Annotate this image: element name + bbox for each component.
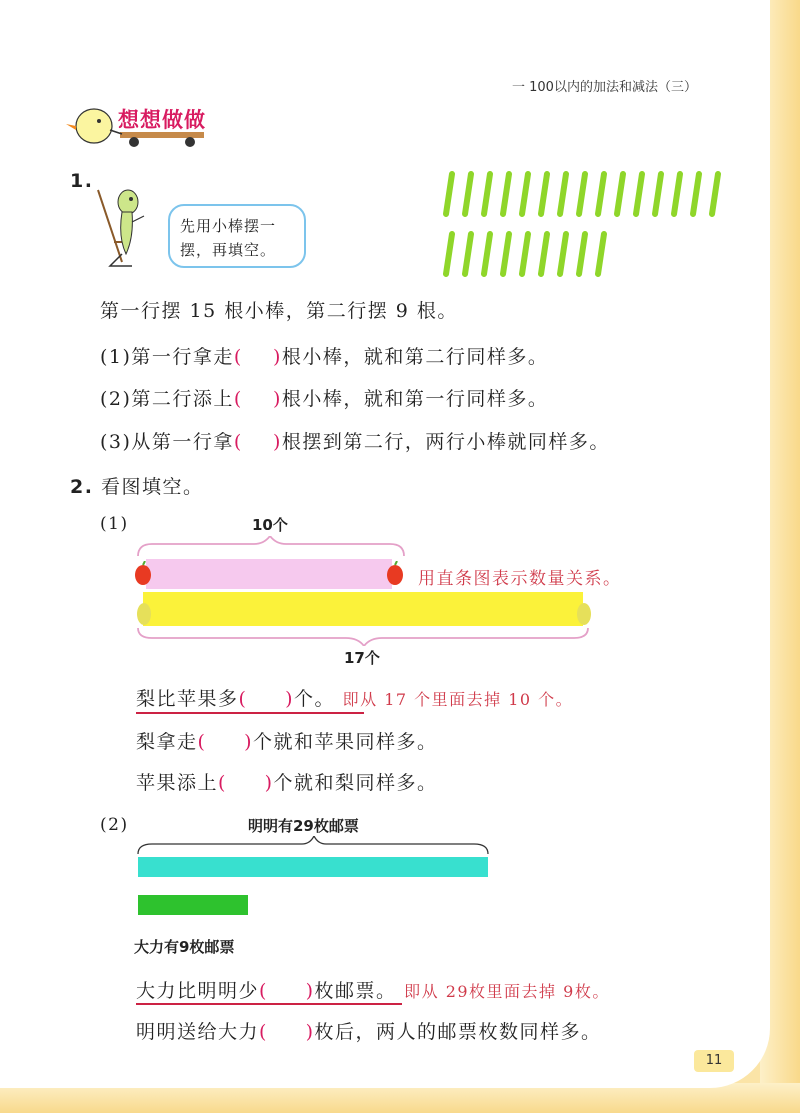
part-2-label: (2) bbox=[100, 815, 129, 835]
mingming-label: 明明有29枚邮票 bbox=[248, 817, 359, 835]
stick-row1-12 bbox=[655, 174, 661, 214]
stick-row2-3 bbox=[484, 234, 490, 274]
bubble-line-1: 先用小棒摆一 bbox=[180, 217, 277, 235]
chapter-header: 一 100以内的加法和减法（三） bbox=[512, 80, 697, 95]
apple-icon-right bbox=[386, 561, 404, 587]
part-1-line-1-prefix: 梨比苹果多 bbox=[136, 688, 239, 710]
part-2-line-1-suffix: 枚邮票。 bbox=[314, 980, 397, 1002]
item-2-blank[interactable]: ( ) bbox=[233, 388, 282, 410]
hint-speech-bubble bbox=[168, 204, 306, 268]
pear-icon-right bbox=[576, 592, 592, 626]
stick-row2-2 bbox=[465, 234, 471, 274]
part-1-line-3 bbox=[136, 768, 438, 795]
stick-row2-7 bbox=[560, 234, 566, 274]
stick-row2-1 bbox=[446, 234, 452, 274]
apple-bar bbox=[146, 559, 392, 589]
part-1-line-2-prefix: 梨拿走 bbox=[136, 731, 198, 753]
stick-row1-2 bbox=[465, 174, 471, 214]
stick-row2-6 bbox=[541, 234, 547, 274]
stick-row1-3 bbox=[484, 174, 490, 214]
part-2-line-1 bbox=[136, 976, 610, 1003]
part-1-line-1-suffix: 个。 bbox=[294, 688, 336, 710]
dali-label: 大力有9枚邮票 bbox=[134, 938, 235, 956]
part-1-line-3-suffix: 个就和梨同样多。 bbox=[273, 772, 438, 794]
section-title: 想想做做 bbox=[118, 108, 206, 132]
grasshopper-icon bbox=[92, 182, 164, 272]
bar-chart-note: 用直条图表示数量关系。 bbox=[418, 569, 622, 589]
pear-bar bbox=[143, 592, 583, 626]
top-brace-label: 10个 bbox=[252, 516, 288, 534]
part-2-line-2-prefix: 明明送给大力 bbox=[136, 1021, 260, 1043]
part-2-line-1-blank[interactable]: ( ) bbox=[259, 980, 315, 1002]
bottom-brace bbox=[136, 626, 592, 646]
item-3-prefix: (3)从第一行拿 bbox=[100, 431, 234, 453]
part-1-line-1-blank[interactable]: ( ) bbox=[238, 688, 295, 710]
part-2-line-1-underline bbox=[136, 1003, 402, 1005]
question-2-header bbox=[70, 472, 204, 499]
item-1-blank[interactable]: ( ) bbox=[233, 346, 282, 368]
part-2-line-1-prefix: 大力比明明少 bbox=[136, 980, 260, 1002]
question-1-number: 1. bbox=[70, 170, 94, 192]
apple-icon-left bbox=[134, 561, 152, 587]
question-1-stem: 第一行摆 15 根小棒，第二行摆 9 根。 bbox=[100, 300, 458, 322]
question-2-title: 看图填空。 bbox=[101, 476, 204, 498]
part-1-line-2-suffix: 个就和苹果同样多。 bbox=[253, 731, 438, 753]
part-1-line-2 bbox=[136, 727, 438, 754]
stick-row1-4 bbox=[503, 174, 509, 214]
part-1-line-2-blank[interactable]: ( ) bbox=[197, 731, 254, 753]
part-2-line-2 bbox=[136, 1017, 602, 1044]
stick-row2-8 bbox=[579, 234, 585, 274]
stick-row1-1 bbox=[446, 174, 452, 214]
stick-rows bbox=[436, 168, 736, 280]
part-2-line-1-hint: 即从 29枚里面去掉 9枚。 bbox=[404, 982, 610, 1001]
item-2-prefix: (2)第二行添上 bbox=[100, 388, 234, 410]
stamp-top-brace bbox=[136, 836, 492, 856]
stick-row1-11 bbox=[636, 174, 642, 214]
stick-row1-13 bbox=[674, 174, 680, 214]
part-1-line-1 bbox=[136, 684, 573, 711]
top-brace bbox=[136, 536, 408, 558]
part-1-label: (1) bbox=[100, 514, 129, 534]
item-1-prefix: (1)第一行拿走 bbox=[100, 346, 234, 368]
stick-row1-15 bbox=[712, 174, 718, 214]
stick-row1-7 bbox=[560, 174, 566, 214]
stick-row1-5 bbox=[522, 174, 528, 214]
bubble-line-2: 摆，再填空。 bbox=[180, 241, 277, 259]
pear-icon-left bbox=[136, 592, 152, 626]
stick-row1-10 bbox=[617, 174, 623, 214]
question-1-item-1 bbox=[100, 342, 548, 369]
stick-row1-8 bbox=[579, 174, 585, 214]
part-1-line-3-prefix: 苹果添上 bbox=[136, 772, 219, 794]
part-2-line-2-suffix: 枚后，两人的邮票枚数同样多。 bbox=[314, 1021, 602, 1043]
part-1-line-1-hint: 即从 17 个里面去掉 10 个。 bbox=[342, 690, 574, 709]
question-1-item-3 bbox=[100, 427, 610, 454]
item-2-suffix: 根小棒，就和第一行同样多。 bbox=[281, 388, 549, 410]
item-3-suffix: 根摆到第二行，两行小棒就同样多。 bbox=[281, 431, 610, 453]
stick-row2-4 bbox=[503, 234, 509, 274]
dali-stamp-bar bbox=[138, 895, 248, 915]
part-2-line-2-blank[interactable]: ( ) bbox=[259, 1021, 315, 1043]
mingming-stamp-bar bbox=[138, 857, 488, 877]
question-1-item-2 bbox=[100, 384, 548, 411]
stick-row2-5 bbox=[522, 234, 528, 274]
stick-row1-14 bbox=[693, 174, 699, 214]
page-number: 11 bbox=[694, 1050, 734, 1072]
stick-row1-6 bbox=[541, 174, 547, 214]
question-2-number: 2. bbox=[70, 476, 94, 498]
bottom-brace-label: 17个 bbox=[344, 649, 380, 667]
item-1-suffix: 根小棒，就和第二行同样多。 bbox=[281, 346, 549, 368]
part-1-line-1-underline bbox=[136, 712, 364, 714]
item-3-blank[interactable]: ( ) bbox=[233, 431, 282, 453]
stick-row2-9 bbox=[598, 234, 604, 274]
part-1-line-3-blank[interactable]: ( ) bbox=[218, 772, 274, 794]
stick-row1-9 bbox=[598, 174, 604, 214]
